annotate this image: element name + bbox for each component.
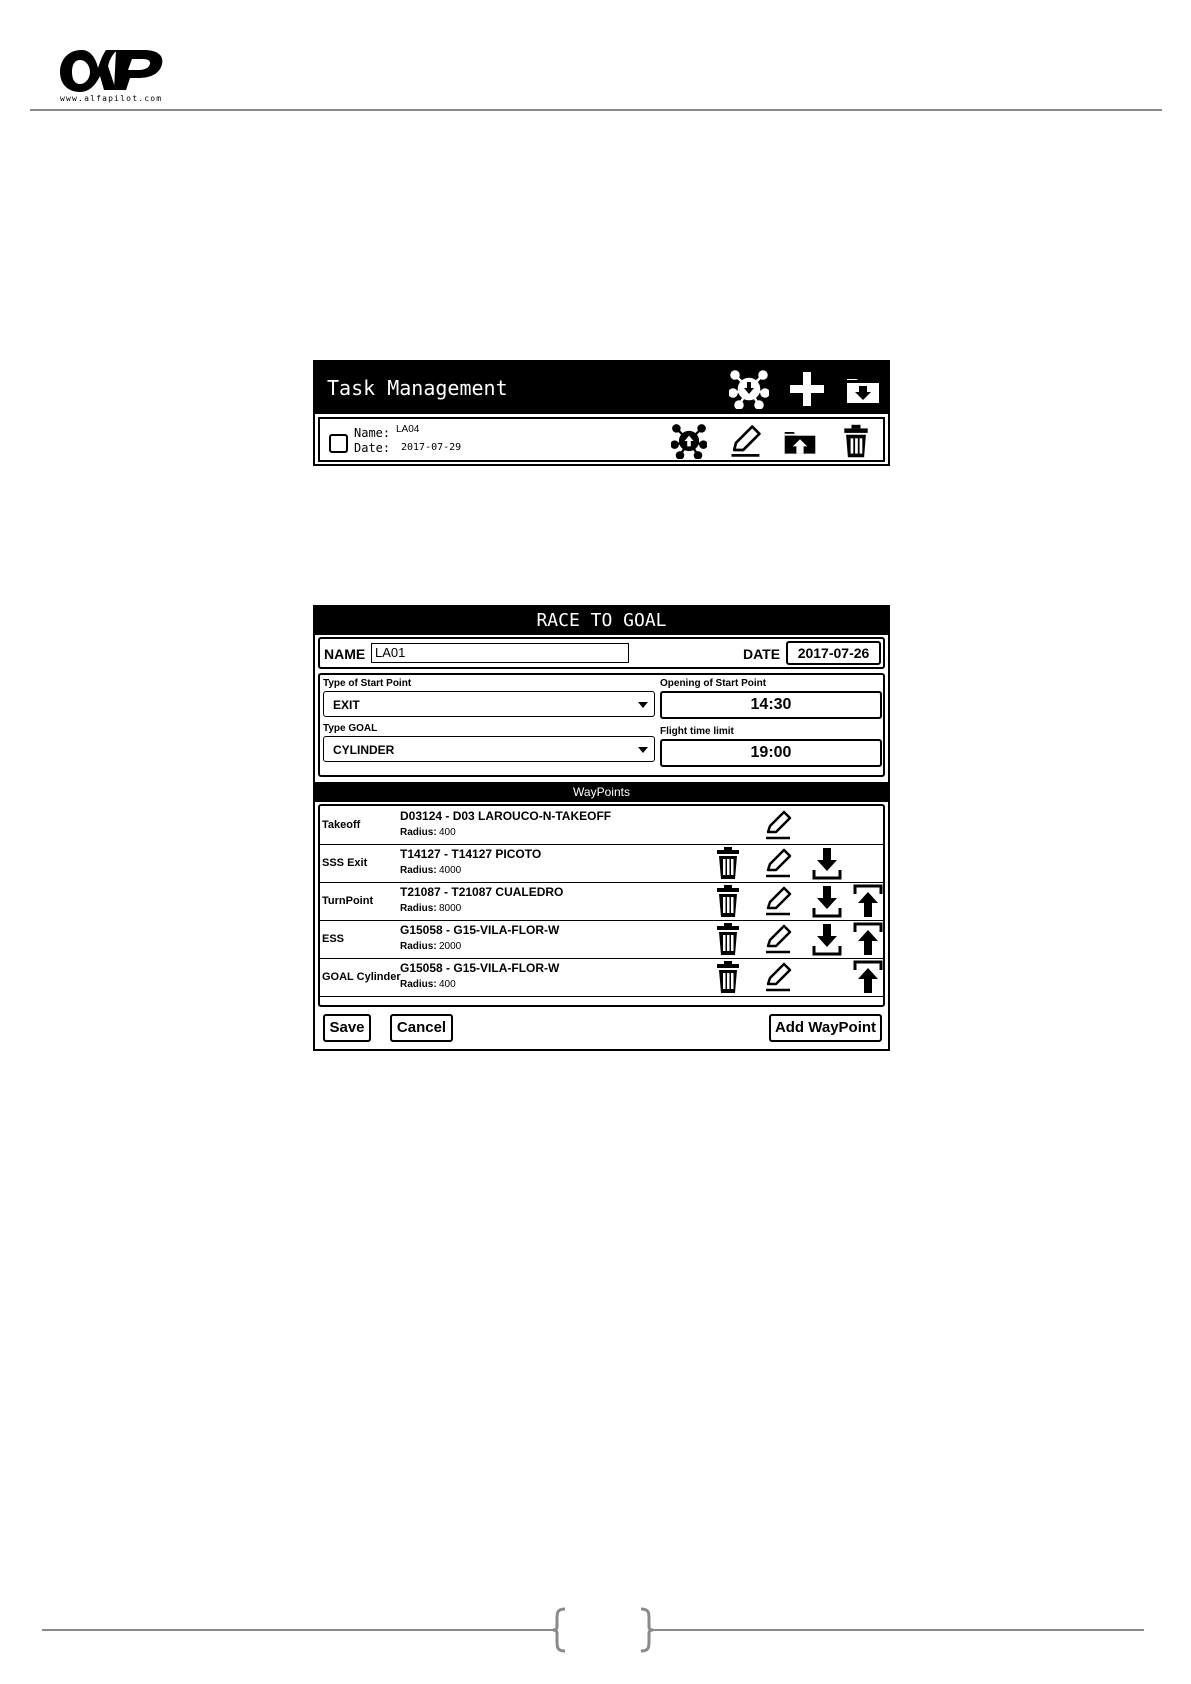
trash-icon[interactable] <box>712 922 744 956</box>
waypoint-radius-label: Radius: <box>400 827 437 838</box>
trash-icon[interactable] <box>712 960 744 994</box>
trash-icon[interactable] <box>838 423 874 459</box>
name-input[interactable]: LA01 <box>371 643 629 663</box>
pencil-icon[interactable] <box>762 846 794 880</box>
pencil-icon[interactable] <box>762 960 794 994</box>
goal-type-value: CYLINDER <box>333 743 395 757</box>
waypoint-radius-label: Radius: <box>400 865 437 876</box>
flight-limit-label: Flight time limit <box>660 726 734 737</box>
start-goal-settings-group <box>318 673 885 777</box>
waypoint-type: ESS <box>322 933 345 945</box>
waypoint-row[interactable] <box>320 806 883 845</box>
date-label: DATE <box>743 646 781 662</box>
waypoint-radius: 4000 <box>439 865 462 876</box>
race-panel-title: RACE TO GOAL <box>315 607 888 635</box>
goal-type-label: Type GOAL <box>323 723 378 734</box>
add-icon[interactable] <box>787 369 827 409</box>
save-button[interactable]: Save <box>323 1014 371 1042</box>
footer-rule-left <box>42 1629 555 1631</box>
waypoints-list <box>318 804 885 1007</box>
waypoint-radius-label: Radius: <box>400 941 437 952</box>
move-up-icon[interactable] <box>852 922 884 956</box>
waypoint-type: Takeoff <box>322 819 361 831</box>
name-date-group <box>318 637 885 669</box>
move-up-icon[interactable] <box>852 884 884 918</box>
move-down-icon[interactable] <box>811 922 843 956</box>
waypoint-radius: 400 <box>439 979 456 990</box>
waypoint-row[interactable] <box>320 920 883 959</box>
page-number-brackets <box>553 1607 653 1653</box>
network-upload-icon[interactable] <box>671 423 707 459</box>
folder-download-icon[interactable] <box>843 369 883 409</box>
waypoint-type: GOAL Cylinder <box>322 971 401 983</box>
logo-url: www.alfapilot.com <box>60 94 163 103</box>
pencil-icon[interactable] <box>762 884 794 918</box>
waypoint-row[interactable] <box>320 958 883 997</box>
task-management-title: Task Management <box>327 376 508 400</box>
task-name-label: Name: <box>354 426 391 440</box>
flight-limit-field[interactable]: 19:00 <box>660 739 882 767</box>
opening-time-field[interactable]: 14:30 <box>660 691 882 719</box>
header-divider <box>30 109 1162 111</box>
trash-icon[interactable] <box>712 884 744 918</box>
waypoint-radius-label: Radius: <box>400 979 437 990</box>
name-label: NAME <box>324 646 366 662</box>
waypoint-row[interactable] <box>320 844 883 883</box>
race-to-goal-panel <box>313 605 890 1051</box>
waypoint-name: G15058 - G15-VILA-FLOR-W <box>400 923 560 937</box>
waypoint-radius: 8000 <box>439 903 462 914</box>
start-type-value: EXIT <box>333 698 360 712</box>
add-waypoint-button[interactable]: Add WayPoint <box>769 1014 882 1042</box>
start-type-select[interactable] <box>323 691 655 717</box>
waypoint-radius: 2000 <box>439 941 462 952</box>
date-field[interactable]: 2017-07-26 <box>786 641 881 665</box>
waypoints-header: WayPoints <box>315 782 888 802</box>
network-download-icon[interactable] <box>729 369 769 409</box>
waypoint-row[interactable] <box>320 882 883 921</box>
task-name-value: LA04 <box>396 424 420 435</box>
task-date-label: Date: <box>354 441 391 455</box>
waypoint-radius: 400 <box>439 827 456 838</box>
waypoint-radius-label: Radius: <box>400 903 437 914</box>
waypoint-name: G15058 - G15-VILA-FLOR-W <box>400 961 560 975</box>
goal-type-select[interactable] <box>323 736 655 762</box>
trash-icon[interactable] <box>712 846 744 880</box>
move-down-icon[interactable] <box>811 884 843 918</box>
folder-open-icon[interactable] <box>782 423 818 459</box>
waypoint-name: T21087 - T21087 CUALEDRO <box>400 885 564 899</box>
move-down-icon[interactable] <box>811 846 843 880</box>
waypoint-name: T14127 - T14127 PICOTO <box>400 847 542 861</box>
start-type-label: Type of Start Point <box>323 678 412 689</box>
pencil-icon[interactable] <box>727 423 763 459</box>
opening-label: Opening of Start Point <box>660 678 767 689</box>
waypoint-type: SSS Exit <box>322 857 368 869</box>
task-management-panel <box>313 360 890 466</box>
dropdown-arrow-icon <box>638 747 648 753</box>
cancel-button[interactable]: Cancel <box>390 1014 453 1042</box>
waypoint-type: TurnPoint <box>322 895 374 907</box>
dropdown-arrow-icon <box>638 702 648 708</box>
task-select-checkbox[interactable] <box>329 434 348 453</box>
task-date-value: 2017-07-29 <box>401 442 462 453</box>
pencil-icon[interactable] <box>762 922 794 956</box>
task-list-item[interactable] <box>318 417 885 462</box>
waypoint-name: D03124 - D03 LAROUCO-N-TAKEOFF <box>400 809 612 823</box>
footer-rule-right <box>652 1629 1144 1631</box>
task-management-titlebar <box>315 362 888 414</box>
move-up-icon[interactable] <box>852 960 884 994</box>
pencil-icon[interactable] <box>762 808 794 842</box>
